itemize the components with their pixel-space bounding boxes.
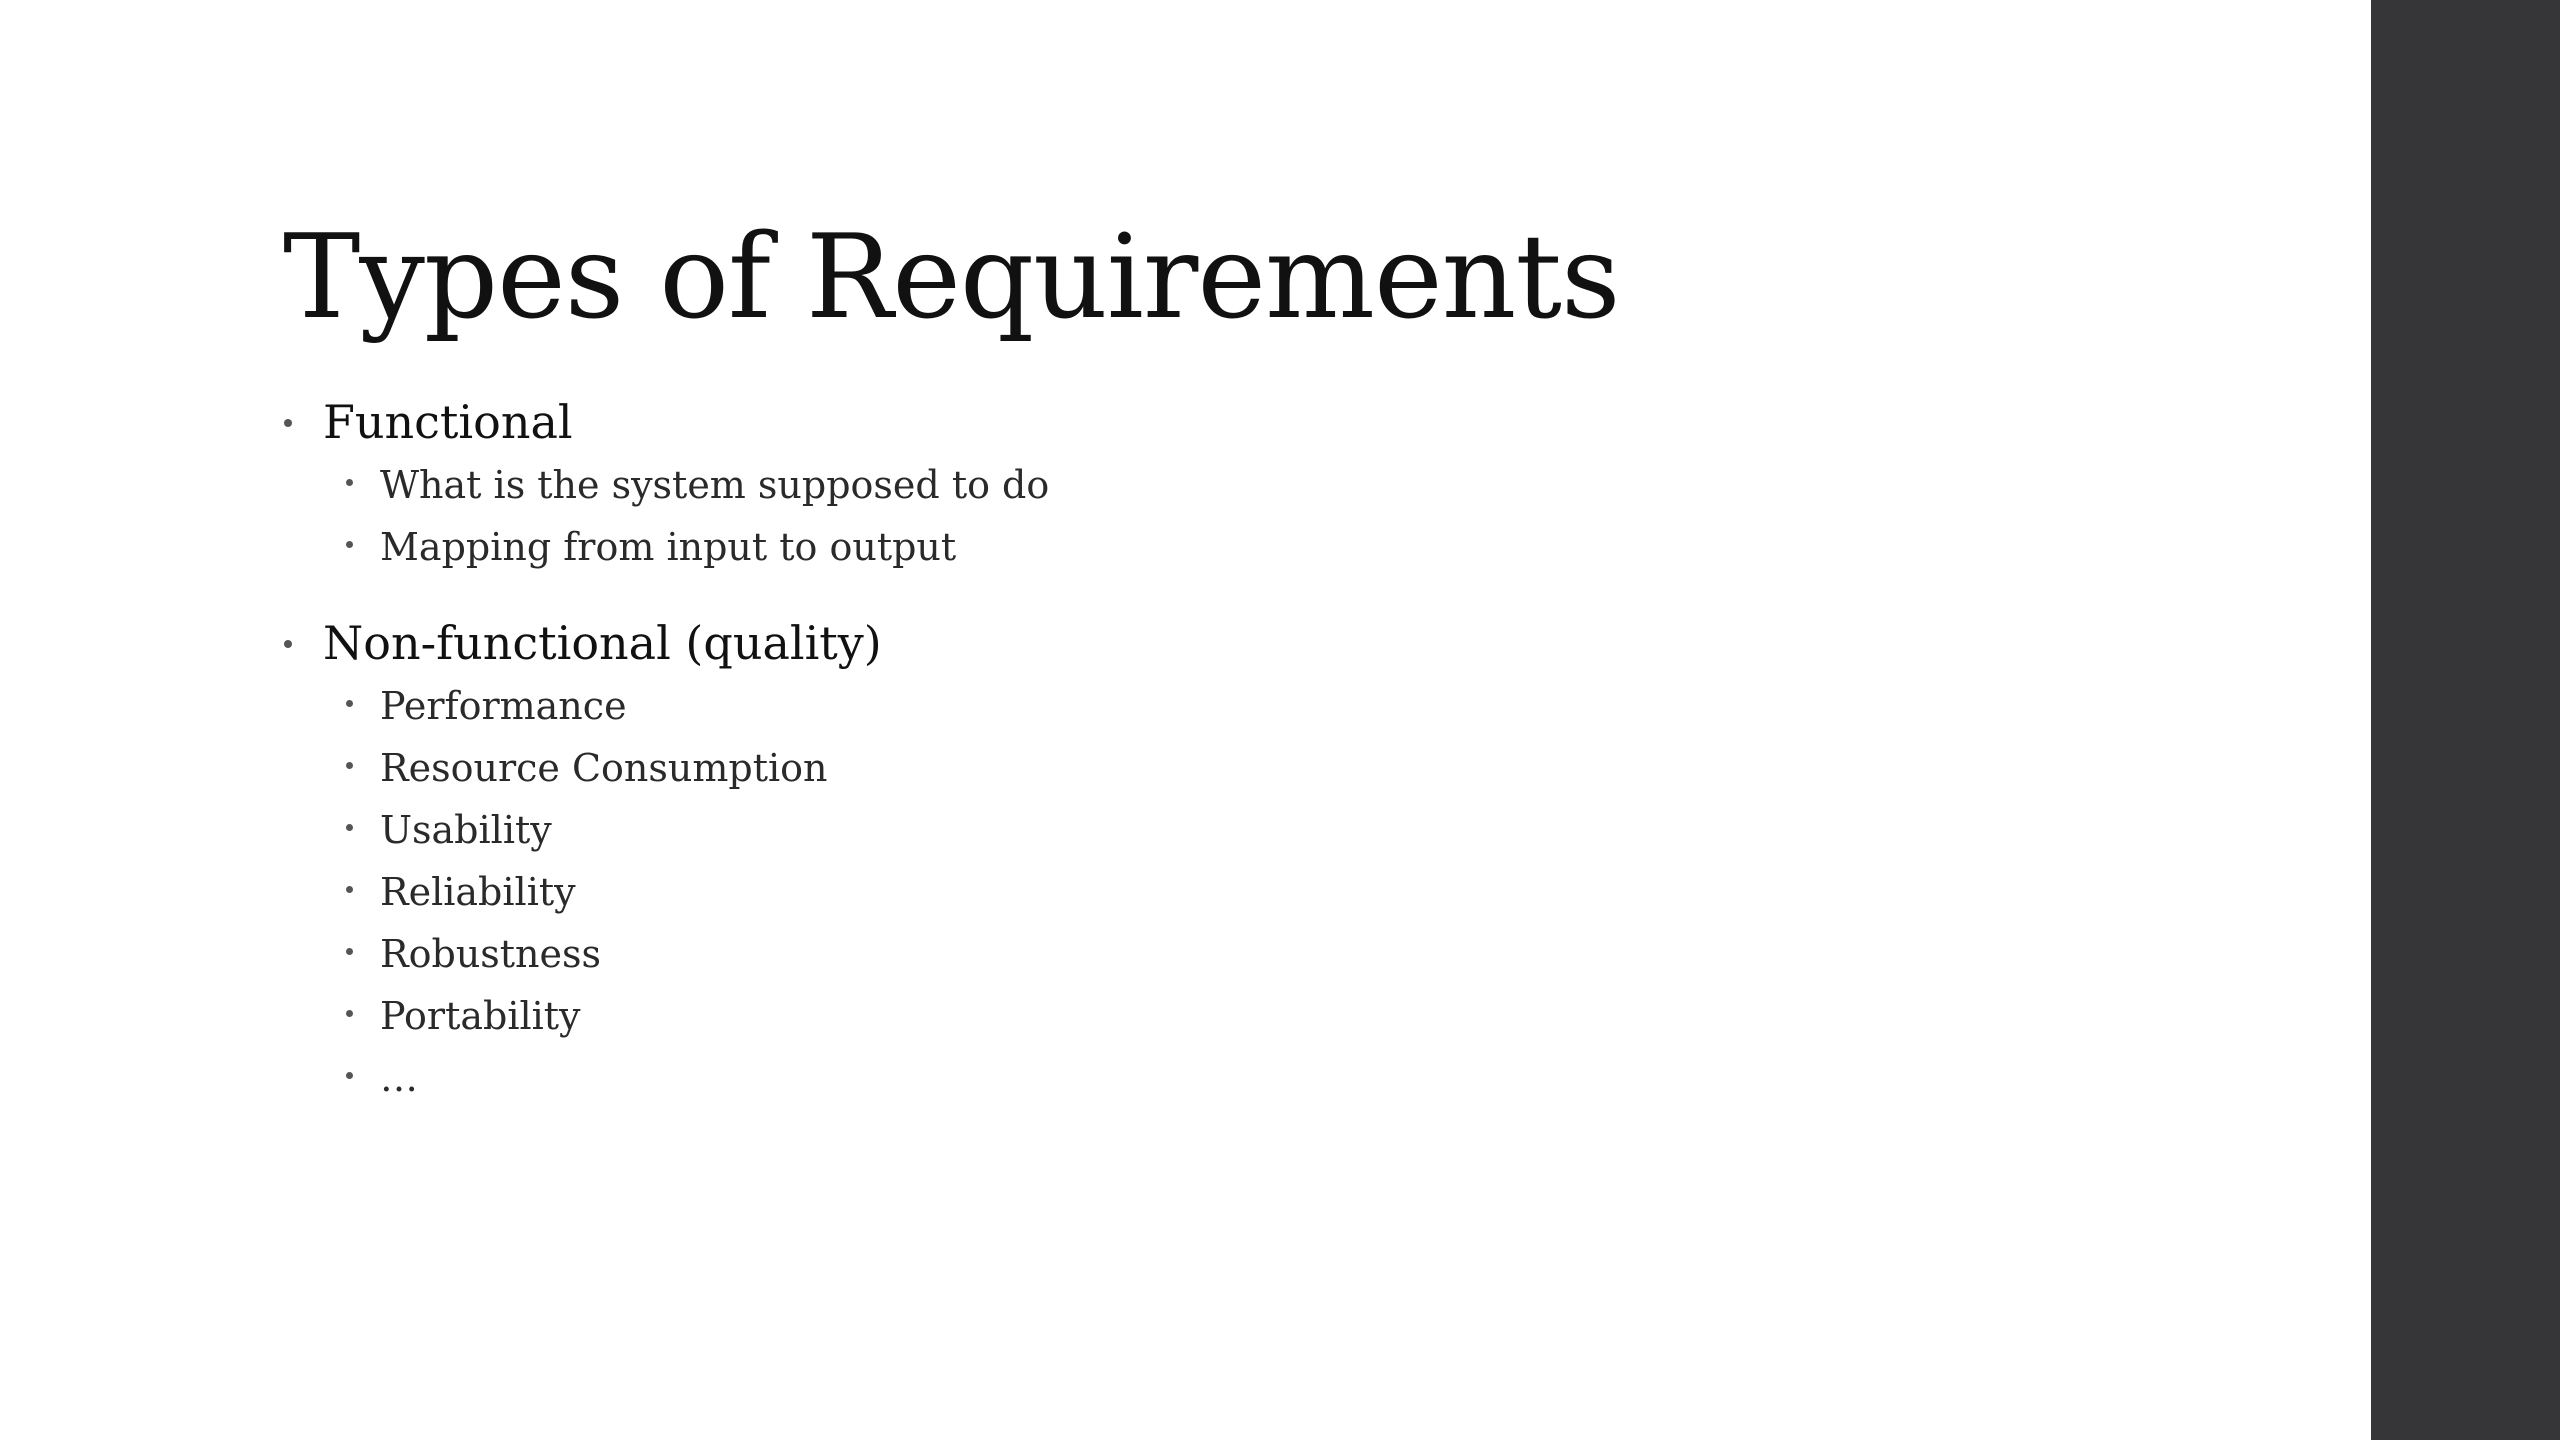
sub-bullet-text: … [380,1056,418,1100]
sub-bullet-text: Portability [380,994,581,1038]
sub-bullet-performance [380,681,627,731]
sub-bullet-what-system-does [380,460,1049,510]
sub-bullet-dot-icon [346,700,353,707]
sub-bullet-dot-icon [346,886,353,893]
sub-bullet-dot-icon [346,1010,353,1017]
sub-bullet-text: Reliability [380,870,576,914]
sub-bullet-robustness [380,929,601,979]
sub-bullet-mapping [380,522,956,572]
sub-bullet-text: Performance [380,684,627,728]
sub-bullet-portability [380,991,581,1041]
sub-bullet-dot-icon [346,479,353,486]
sub-bullet-resource-consumption [380,743,828,793]
sub-bullet-text: Resource Consumption [380,746,828,790]
slide-title: Types of Requirements [283,210,1620,345]
sub-bullet-dot-icon [346,541,353,548]
bullet-text: Non-functional (quality) [323,616,882,670]
sub-bullet-text: Mapping from input to output [380,525,957,569]
sub-bullet-dot-icon [346,948,353,955]
bullet-non-functional [323,613,882,673]
sub-bullet-dot-icon [346,762,353,769]
sub-bullet-text: Usability [380,808,552,852]
sub-bullet-dot-icon [346,1072,353,1079]
sub-bullet-text: Robustness [380,932,602,976]
bullet-functional [323,392,573,452]
sub-bullet-reliability [380,867,576,917]
sub-bullet-usability [380,805,552,855]
bullet-dot-icon [284,640,292,648]
sub-bullet-text: What is the system supposed to do [380,463,1050,507]
bullet-dot-icon [284,419,292,427]
bullet-text: Functional [323,395,573,449]
sub-bullet-dot-icon [346,824,353,831]
side-bar [2371,0,2560,1440]
sub-bullet-ellipsis [380,1053,418,1103]
